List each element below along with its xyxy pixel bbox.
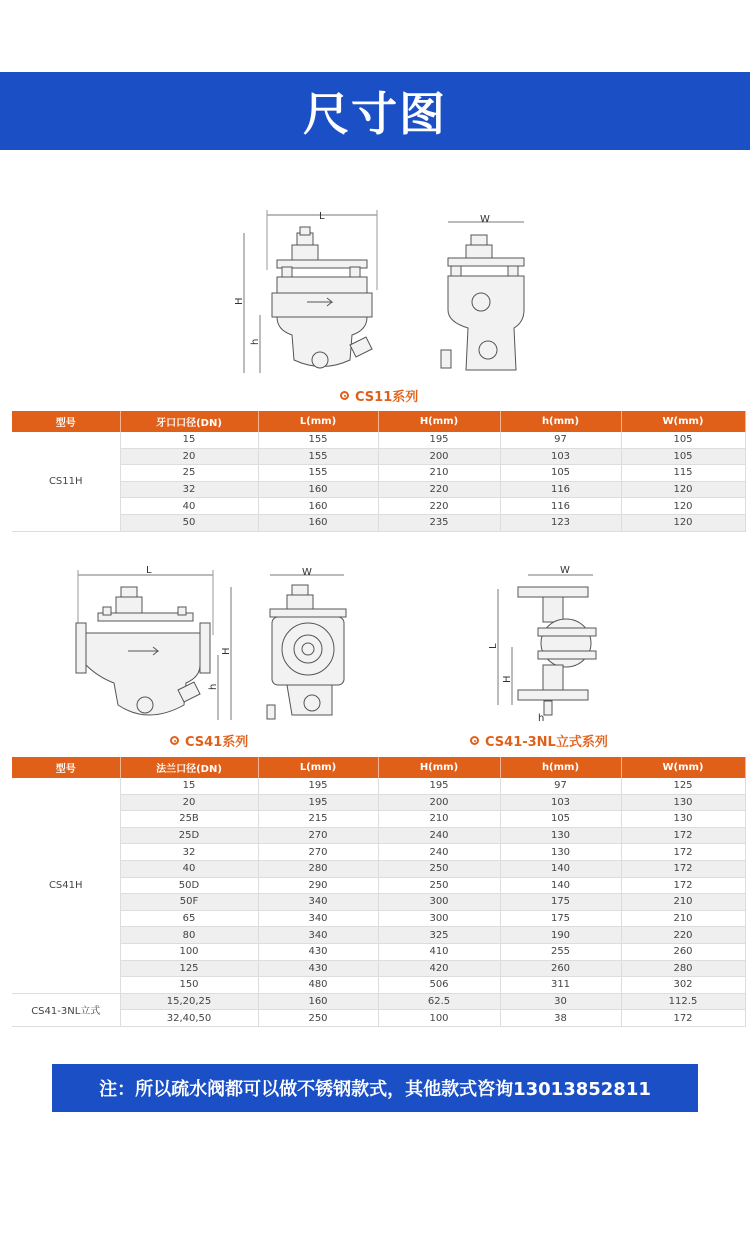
caption-text: CS41-3NL立式系列 — [485, 735, 608, 750]
cs11-side-drawing — [436, 210, 536, 375]
table-cell: 172 — [621, 844, 745, 861]
table-cell: 38 — [500, 1010, 621, 1027]
caption-cs41nl — [470, 731, 608, 750]
table-cell: 130 — [500, 844, 621, 861]
table-cell: 105 — [500, 465, 621, 482]
header-h: h(mm) — [500, 757, 621, 778]
table-cell: 155 — [258, 465, 378, 482]
table-cell: 120 — [621, 481, 745, 498]
model-cell: CS11H — [12, 432, 120, 531]
dim-W-label: W — [560, 565, 570, 576]
header-H: H(mm) — [378, 411, 500, 432]
table-cell: 50D — [120, 877, 258, 894]
table-row — [12, 778, 745, 794]
cs11-spec-table — [12, 411, 746, 532]
table-cell: 220 — [378, 481, 500, 498]
dim-W-label: W — [302, 567, 312, 578]
table-cell: 15 — [120, 432, 258, 448]
table-cell: 97 — [500, 778, 621, 794]
table-cell: 172 — [621, 1010, 745, 1027]
table-row — [12, 811, 745, 828]
table-cell: 220 — [621, 927, 745, 944]
table-cell: 130 — [621, 794, 745, 811]
table-cell: 130 — [621, 811, 745, 828]
table-cell: 175 — [500, 894, 621, 911]
table-cell: 250 — [378, 877, 500, 894]
table-cell: 325 — [378, 927, 500, 944]
table-cell: 30 — [500, 993, 621, 1010]
dim-H-label: H — [221, 647, 232, 655]
banner-title: 尺寸图 — [303, 87, 447, 141]
table-cell: 103 — [500, 448, 621, 465]
header-H: H(mm) — [378, 757, 500, 778]
table-cell: 65 — [120, 910, 258, 927]
table-cell: 270 — [258, 827, 378, 844]
table-cell: 210 — [621, 894, 745, 911]
table-cell: 210 — [621, 910, 745, 927]
table-cell: 311 — [500, 977, 621, 994]
table-cell: 302 — [621, 977, 745, 994]
table-row — [12, 877, 745, 894]
cs41-side-drawing — [262, 565, 357, 725]
table-cell: 200 — [378, 448, 500, 465]
table-cell: 260 — [621, 943, 745, 960]
dim-L-label: L — [488, 643, 499, 649]
dim-W-label: W — [480, 214, 490, 225]
table-cell: 115 — [621, 465, 745, 482]
table-cell: 20 — [120, 448, 258, 465]
table-row — [12, 432, 745, 448]
cs41-front-drawing — [68, 565, 243, 725]
table-body — [12, 778, 745, 1026]
table-cell: 105 — [621, 432, 745, 448]
header-h: h(mm) — [500, 411, 621, 432]
table-cell: 172 — [621, 827, 745, 844]
table-cell: 235 — [378, 514, 500, 531]
table-cell: 100 — [378, 1010, 500, 1027]
header-dn: 法兰口径(DN) — [120, 757, 258, 778]
table-cell: 105 — [500, 811, 621, 828]
table-cell: 25B — [120, 811, 258, 828]
table-cell: 250 — [378, 860, 500, 877]
table-cell: 155 — [258, 432, 378, 448]
cs41-spec-table — [12, 757, 746, 1027]
table-cell: 32,40,50 — [120, 1010, 258, 1027]
table-cell: 100 — [120, 943, 258, 960]
table-cell: 116 — [500, 481, 621, 498]
table-cell: 300 — [378, 910, 500, 927]
table-row — [12, 860, 745, 877]
table-cell: 112.5 — [621, 993, 745, 1010]
table-cell: 506 — [378, 977, 500, 994]
table-row — [12, 960, 745, 977]
table-cell: 280 — [621, 960, 745, 977]
table-cell: 160 — [258, 498, 378, 515]
table-cell: 210 — [378, 465, 500, 482]
table-cell: 32 — [120, 481, 258, 498]
table-cell: 15 — [120, 778, 258, 794]
table-cell: 195 — [258, 794, 378, 811]
table-row — [12, 448, 745, 465]
table-cell: 123 — [500, 514, 621, 531]
table-row — [12, 514, 745, 531]
table-cell: 240 — [378, 827, 500, 844]
table-cell: 172 — [621, 877, 745, 894]
table-cell: 290 — [258, 877, 378, 894]
table-cell: 340 — [258, 894, 378, 911]
table-cell: 120 — [621, 514, 745, 531]
note-banner — [52, 1064, 698, 1112]
table-cell: 195 — [378, 778, 500, 794]
cs41nl-drawing — [488, 565, 603, 727]
header-L: L(mm) — [258, 411, 378, 432]
table-cell: 40 — [120, 860, 258, 877]
table-cell: 215 — [258, 811, 378, 828]
table-cell: 480 — [258, 977, 378, 994]
dim-L-label: L — [319, 211, 325, 222]
table-cell: 120 — [621, 498, 745, 515]
table-row — [12, 977, 745, 994]
table-row — [12, 827, 745, 844]
table-cell: 430 — [258, 943, 378, 960]
table-cell: 25D — [120, 827, 258, 844]
table-cell: 62.5 — [378, 993, 500, 1010]
table-row — [12, 993, 745, 1010]
table-row — [12, 465, 745, 482]
caption-text: CS11系列 — [355, 390, 419, 405]
table-header-row — [12, 411, 745, 432]
table-cell: 260 — [500, 960, 621, 977]
table-cell: 40 — [120, 498, 258, 515]
table-cell: 430 — [258, 960, 378, 977]
table-cell: 190 — [500, 927, 621, 944]
table-cell: 340 — [258, 927, 378, 944]
section-banner — [0, 72, 750, 150]
table-cell: 103 — [500, 794, 621, 811]
table-cell: 340 — [258, 910, 378, 927]
table-cell: 160 — [258, 481, 378, 498]
table-cell: 25 — [120, 465, 258, 482]
header-dn: 牙口口径(DN) — [120, 411, 258, 432]
dim-h-label: h — [538, 713, 545, 724]
caption-text: CS41系列 — [185, 735, 249, 750]
table-cell: 195 — [378, 432, 500, 448]
header-W: W(mm) — [621, 411, 745, 432]
table-cell: 50F — [120, 894, 258, 911]
table-row — [12, 910, 745, 927]
table-row — [12, 1010, 745, 1027]
cs11-front-drawing — [232, 205, 392, 380]
table-cell: 410 — [378, 943, 500, 960]
table-cell: 116 — [500, 498, 621, 515]
table-cell: 130 — [500, 827, 621, 844]
note-text: 注：所以疏水阀都可以做不锈钢款式，其他款式咨询13013852811 — [99, 1079, 651, 1100]
header-L: L(mm) — [258, 757, 378, 778]
dim-h-label: h — [250, 338, 261, 345]
caption-cs11 — [340, 386, 418, 405]
table-cell: 200 — [378, 794, 500, 811]
table-cell: 250 — [258, 1010, 378, 1027]
dim-H-label: H — [502, 675, 513, 683]
header-W: W(mm) — [621, 757, 745, 778]
bullet-icon — [170, 736, 179, 745]
table-cell: 160 — [258, 993, 378, 1010]
table-cell: 50 — [120, 514, 258, 531]
table-cell: 220 — [378, 498, 500, 515]
table-cell: 240 — [378, 844, 500, 861]
bullet-icon — [470, 736, 479, 745]
table-header-row — [12, 757, 745, 778]
bullet-icon — [340, 391, 349, 400]
table-cell: 80 — [120, 927, 258, 944]
dim-L-label: L — [146, 565, 152, 576]
table-row — [12, 794, 745, 811]
caption-cs41 — [170, 731, 248, 750]
table-cell: 150 — [120, 977, 258, 994]
table-cell: 155 — [258, 448, 378, 465]
table-cell: 105 — [621, 448, 745, 465]
table-cell: 255 — [500, 943, 621, 960]
table-cell: 97 — [500, 432, 621, 448]
model-cell: CS41-3NL立式 — [12, 993, 120, 1026]
table-cell: 172 — [621, 860, 745, 877]
header-model: 型号 — [12, 411, 120, 432]
table-cell: 15,20,25 — [120, 993, 258, 1010]
model-cell: CS41H — [12, 778, 120, 993]
table-row — [12, 481, 745, 498]
table-cell: 280 — [258, 860, 378, 877]
table-body — [12, 432, 745, 531]
table-row — [12, 927, 745, 944]
header-model: 型号 — [12, 757, 120, 778]
table-row — [12, 894, 745, 911]
table-cell: 300 — [378, 894, 500, 911]
table-cell: 195 — [258, 778, 378, 794]
table-cell: 140 — [500, 860, 621, 877]
table-row — [12, 844, 745, 861]
table-cell: 160 — [258, 514, 378, 531]
table-cell: 125 — [621, 778, 745, 794]
table-cell: 175 — [500, 910, 621, 927]
dim-H-label: H — [234, 297, 245, 305]
table-cell: 20 — [120, 794, 258, 811]
table-row — [12, 943, 745, 960]
table-cell: 270 — [258, 844, 378, 861]
table-cell: 125 — [120, 960, 258, 977]
table-cell: 420 — [378, 960, 500, 977]
table-cell: 140 — [500, 877, 621, 894]
table-cell: 210 — [378, 811, 500, 828]
table-row — [12, 498, 745, 515]
table-cell: 32 — [120, 844, 258, 861]
dim-h-label: h — [208, 683, 219, 690]
